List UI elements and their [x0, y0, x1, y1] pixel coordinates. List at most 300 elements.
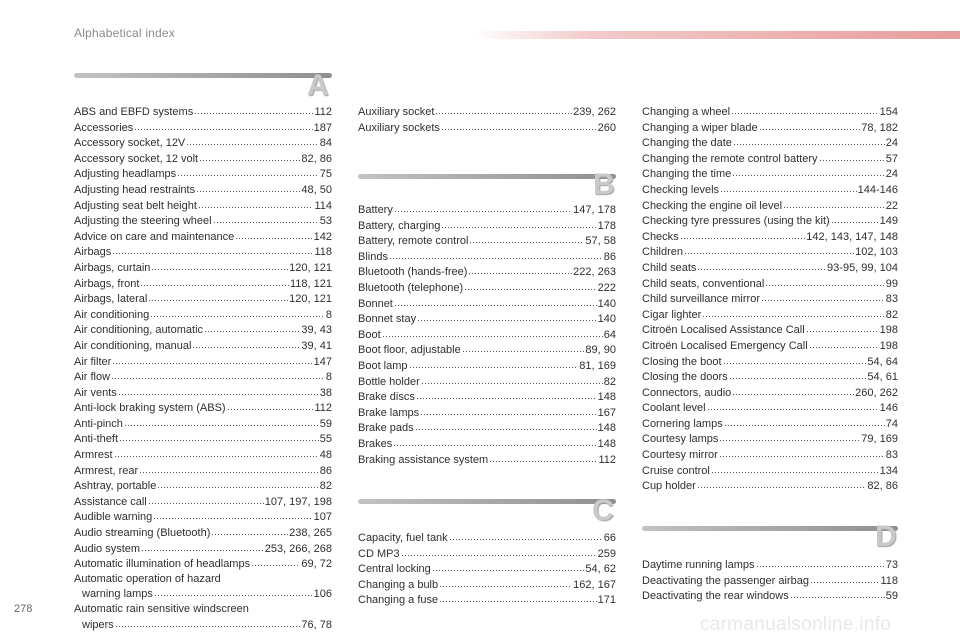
- entry-pages: 149: [879, 215, 898, 228]
- index-entry: [358, 233, 616, 249]
- dot-leader: [213, 213, 319, 224]
- dot-leader: [401, 546, 597, 557]
- index-entry: [74, 385, 332, 401]
- index-entry: [642, 385, 898, 401]
- dot-leader: [783, 198, 885, 209]
- index-entry: [358, 264, 616, 280]
- entry-name-line-2: [74, 617, 332, 633]
- index-entry: [642, 416, 898, 432]
- entry-name: Changing a wheel: [642, 106, 731, 118]
- entry-name: Changing a bulb: [358, 578, 439, 591]
- entry-name: Bonnet: [358, 297, 393, 310]
- dot-leader: [124, 416, 319, 427]
- index-entry: [74, 478, 332, 494]
- entry-pages: 162, 167: [573, 578, 616, 591]
- entry-name: Courtesy mirror: [642, 449, 718, 462]
- index-entry: [74, 135, 332, 151]
- entry-name: Checking levels: [642, 183, 720, 196]
- dot-leader: [790, 588, 885, 599]
- entry-name: ABS and EBFD systems: [74, 106, 194, 118]
- entry-pages: 134: [879, 464, 898, 477]
- section-c-bar: [358, 499, 616, 504]
- section-d-column: [642, 557, 898, 604]
- index-entry: [642, 244, 898, 260]
- dot-leader: [449, 530, 603, 541]
- entry-name-line-2: [74, 586, 332, 602]
- index-entry: [74, 369, 332, 385]
- index-entry: [642, 276, 898, 292]
- dot-leader: [729, 369, 867, 380]
- dot-leader: [389, 249, 603, 260]
- entry-name: Brake pads: [358, 422, 414, 435]
- section-a-column-2: [358, 104, 616, 135]
- entry-pages: 74: [885, 417, 898, 430]
- index-entry: [642, 431, 898, 447]
- dot-leader: [439, 577, 572, 588]
- entry-pages: 146: [879, 402, 898, 415]
- entry-pages: 66: [603, 532, 616, 544]
- entry-name: Braking assistance system: [358, 453, 489, 466]
- index-entry: [358, 104, 616, 120]
- dot-leader: [118, 385, 319, 396]
- index-entry: [74, 198, 332, 214]
- entry-name: Automatic illumination of headlamps: [74, 558, 251, 571]
- dot-leader: [707, 400, 879, 411]
- entry-pages: 147, 178: [573, 204, 616, 216]
- entry-pages: 57: [885, 152, 898, 165]
- dot-leader: [702, 307, 884, 318]
- entry-pages: 48, 50: [301, 183, 332, 196]
- entry-name: Auxiliary sockets: [358, 121, 440, 134]
- entry-name: Changing the remote control battery: [642, 152, 818, 165]
- dot-leader: [177, 166, 319, 177]
- index-entry: [358, 358, 616, 374]
- entry-pages: 140: [597, 297, 616, 310]
- dot-leader: [198, 198, 314, 209]
- section-d-bar: [642, 526, 898, 531]
- index-entry: [358, 389, 616, 405]
- dot-leader: [731, 104, 879, 115]
- dot-leader: [439, 592, 597, 603]
- entry-pages: 198: [879, 339, 898, 352]
- section-c-column-2: [358, 530, 616, 608]
- dot-leader: [114, 447, 319, 458]
- entry-name: Air conditioning, manual: [74, 339, 192, 352]
- entry-name: Deactivating the rear windows: [642, 590, 789, 603]
- dot-leader: [134, 120, 312, 131]
- entry-pages: 86: [603, 250, 616, 263]
- index-entry: [358, 218, 616, 234]
- entry-name: Daytime running lamps: [642, 559, 755, 571]
- entry-name: Courtesy lamps: [642, 433, 719, 446]
- entry-pages: 167: [597, 406, 616, 419]
- index-entry: [358, 546, 616, 562]
- entry-name: Changing the date: [642, 137, 732, 150]
- entry-name: Boot lamp: [358, 359, 408, 372]
- entry-name: Advice on care and maintenance: [74, 230, 235, 243]
- entry-name: Air filter: [74, 355, 112, 368]
- dot-leader: [806, 322, 879, 333]
- index-entry: [642, 478, 898, 494]
- entry-name: Airbags, curtain: [74, 261, 151, 274]
- dot-leader: [153, 509, 312, 520]
- entry-name: Armrest, rear: [74, 464, 139, 477]
- entry-name: Closing the boot: [642, 355, 722, 368]
- dot-leader: [148, 494, 264, 505]
- index-entry: [642, 291, 898, 307]
- dot-leader: [415, 420, 597, 431]
- dot-leader: [227, 400, 314, 411]
- entry-pages: 83: [885, 449, 898, 462]
- index-entry: [358, 592, 616, 608]
- index-entry: [74, 104, 332, 120]
- entry-pages: 260, 262: [855, 386, 898, 399]
- dot-leader: [435, 104, 572, 115]
- index-entry: [358, 311, 616, 327]
- entry-pages: 82: [319, 480, 332, 493]
- dot-leader: [711, 463, 879, 474]
- entry-name: Audio streaming (Bluetooth): [74, 527, 211, 540]
- index-entry: [642, 260, 898, 276]
- entry-pages: 140: [597, 313, 616, 326]
- entry-pages: 239, 262: [573, 106, 616, 118]
- entry-pages: 8: [325, 308, 332, 321]
- entry-name: Air vents: [74, 386, 117, 399]
- dot-leader: [150, 307, 325, 318]
- index-entry: [358, 436, 616, 452]
- index-entry: [642, 573, 898, 589]
- dot-leader: [416, 389, 597, 400]
- index-entry: [74, 260, 332, 276]
- entry-pages: 112: [314, 402, 332, 415]
- entry-name: Checking the engine oil level: [642, 199, 783, 212]
- entry-name: Closing the doors: [642, 371, 728, 384]
- entry-pages: 106: [313, 588, 332, 601]
- dot-leader: [154, 586, 313, 597]
- entry-pages: 222, 263: [573, 266, 616, 279]
- entry-pages: 81, 169: [579, 359, 616, 372]
- entry-pages: 38: [319, 386, 332, 399]
- entry-pages: 54, 61: [867, 371, 898, 384]
- index-entry: [74, 120, 332, 136]
- entry-name: Auxiliary socket: [358, 106, 435, 118]
- entry-name: Cornering lamps: [642, 417, 723, 430]
- index-entry: [358, 530, 616, 546]
- entry-pages: 144-146: [857, 183, 898, 196]
- entry-name: Air flow: [74, 371, 111, 384]
- entry-name: Assistance call: [74, 495, 147, 508]
- index-entry: [358, 327, 616, 343]
- entry-pages: 198: [879, 324, 898, 337]
- entry-pages: 178: [597, 219, 616, 232]
- index-entry: [358, 374, 616, 390]
- dot-leader: [417, 311, 597, 322]
- entry-pages: 259: [597, 547, 616, 560]
- entry-name: Deactivating the passenger airbag: [642, 574, 809, 587]
- index-entry: [642, 229, 898, 245]
- dot-leader: [111, 369, 325, 380]
- index-entry: [74, 354, 332, 370]
- dot-leader: [462, 342, 585, 353]
- dot-leader: [831, 213, 879, 224]
- dot-leader: [759, 120, 861, 131]
- entry-pages: 48: [319, 449, 332, 462]
- section-a-letter: A: [307, 69, 329, 102]
- entry-pages: 238, 265: [289, 527, 332, 540]
- entry-pages: 148: [597, 422, 616, 435]
- index-entry: [74, 276, 332, 292]
- dot-leader: [756, 557, 885, 568]
- entry-name: Bonnet stay: [358, 313, 417, 326]
- entry-pages: 142: [313, 230, 332, 243]
- dot-leader: [724, 416, 885, 427]
- index-entry: [642, 104, 898, 120]
- page-number: 278: [14, 603, 33, 615]
- entry-pages: 39, 43: [301, 324, 332, 337]
- index-entry: [358, 202, 616, 218]
- entry-pages: 59: [319, 417, 332, 430]
- index-entry: [74, 431, 332, 447]
- dot-leader: [684, 244, 854, 255]
- entry-pages: 114: [314, 199, 332, 212]
- entry-pages: 118: [314, 246, 332, 259]
- entry-pages: 64: [603, 328, 616, 341]
- index-entry: [358, 405, 616, 421]
- dot-leader: [468, 264, 572, 275]
- index-entry: [642, 135, 898, 151]
- index-entry: [358, 452, 616, 468]
- entry-pages: 253, 266, 268: [264, 542, 332, 555]
- entry-pages: 86: [319, 464, 332, 477]
- entry-pages: 171: [597, 594, 616, 607]
- entry-name: Coolant level: [642, 402, 706, 415]
- entry-name: Central locking: [358, 563, 431, 576]
- entry-name: Children: [642, 246, 683, 259]
- entry-pages: 93-95, 99, 104: [827, 261, 898, 274]
- index-entry: [358, 577, 616, 593]
- index-entry: [74, 556, 332, 572]
- index-entry: [74, 447, 332, 463]
- section-c-letter: C: [592, 494, 614, 527]
- dot-leader: [819, 151, 885, 162]
- header-decorative-line: [470, 31, 960, 39]
- index-entry: [642, 463, 898, 479]
- index-entry: [74, 494, 332, 510]
- index-entry: [642, 588, 898, 604]
- entry-pages: 54, 62: [585, 563, 616, 576]
- entry-name: Bluetooth (telephone): [358, 281, 464, 294]
- entry-name: warning lamps: [82, 588, 153, 601]
- section-b-bar: [358, 174, 616, 179]
- dot-leader: [469, 233, 584, 244]
- entry-pages: 148: [597, 437, 616, 450]
- dot-leader: [382, 327, 603, 338]
- index-entry: [74, 213, 332, 229]
- index-entry: [74, 338, 332, 354]
- entry-name: Cruise control: [642, 464, 710, 477]
- entry-pages: 222: [597, 281, 616, 294]
- dot-leader: [719, 431, 860, 442]
- header-title: Alphabetical index: [74, 26, 176, 40]
- index-entry: [642, 400, 898, 416]
- dot-leader: [441, 218, 596, 229]
- index-entry: [642, 120, 898, 136]
- index-entry: [358, 249, 616, 265]
- entry-name: Boot floor, adjustable: [358, 344, 461, 357]
- entry-name: Anti-lock braking system (ABS): [74, 402, 226, 415]
- entry-pages: 118, 121: [289, 277, 332, 290]
- entry-name: Audio system: [74, 542, 141, 555]
- dot-leader: [199, 151, 300, 162]
- entry-pages: 54, 64: [867, 355, 898, 368]
- entry-name: Checking tyre pressures (using the kit): [642, 215, 830, 228]
- entry-pages: 69, 72: [301, 558, 332, 571]
- entry-pages: 260: [597, 121, 616, 134]
- dot-leader: [720, 182, 857, 193]
- index-entry: [642, 151, 898, 167]
- entry-name-line-1: Automatic operation of hazard: [74, 572, 221, 585]
- entry-name: Anti-pinch: [74, 417, 123, 430]
- entry-name: Adjusting the steering wheel: [74, 215, 212, 228]
- dot-leader: [196, 182, 300, 193]
- dot-leader: [194, 104, 313, 115]
- dot-leader: [139, 463, 319, 474]
- entry-name: Child surveillance mirror: [642, 293, 760, 306]
- entry-pages: 187: [313, 121, 332, 134]
- entry-name: Air conditioning, automatic: [74, 324, 204, 337]
- dot-leader: [393, 436, 596, 447]
- entry-name: Changing the time: [642, 168, 732, 181]
- dot-leader: [723, 354, 867, 365]
- index-entry: [74, 291, 332, 307]
- entry-name: Bottle holder: [358, 375, 420, 388]
- entry-pages: 147: [313, 355, 332, 368]
- dot-leader: [680, 229, 806, 240]
- entry-name: Changing a wiper blade: [642, 121, 758, 134]
- entry-name: Accessory socket, 12 volt: [74, 152, 199, 165]
- watermark: carmanualsonline.info: [700, 614, 892, 635]
- entry-pages: 76, 78: [301, 618, 332, 631]
- dot-leader: [441, 120, 597, 131]
- dot-leader: [211, 525, 288, 536]
- entry-name: Cigar lighter: [642, 308, 702, 321]
- entry-pages: 120, 121: [289, 261, 332, 274]
- entry-pages: 82: [885, 308, 898, 321]
- dot-leader: [733, 135, 885, 146]
- index-entry: [642, 338, 898, 354]
- entry-pages: 8: [325, 371, 332, 384]
- entry-pages: 59: [885, 590, 898, 603]
- entry-name: Airbags: [74, 246, 112, 259]
- entry-name: Brake lamps: [358, 406, 420, 419]
- entry-pages: 84: [319, 137, 332, 150]
- dot-leader: [761, 291, 885, 302]
- dot-leader: [151, 260, 288, 271]
- entry-name: Adjusting head restraints: [74, 183, 196, 196]
- entry-name: Brakes: [358, 437, 393, 450]
- section-d-letter: D: [875, 520, 897, 553]
- index-entry: [642, 307, 898, 323]
- dot-leader: [186, 135, 318, 146]
- dot-leader: [697, 260, 826, 271]
- entry-name: Adjusting headlamps: [74, 168, 177, 181]
- entry-pages: 82, 86: [301, 152, 332, 165]
- entry-name: Connectors, audio: [642, 386, 732, 399]
- dot-leader: [394, 202, 572, 213]
- dot-leader: [394, 296, 597, 307]
- index-entry: [358, 342, 616, 358]
- entry-pages: 107, 197, 198: [264, 495, 332, 508]
- entry-pages: 24: [885, 168, 898, 181]
- entry-name: Battery, remote control: [358, 235, 469, 248]
- section-a-column-1: [74, 104, 332, 632]
- dot-leader: [489, 452, 597, 463]
- entry-name: Anti-theft: [74, 433, 119, 446]
- entry-name: Child seats: [642, 261, 697, 274]
- entry-pages: 120, 121: [289, 293, 332, 306]
- entry-pages: 82: [603, 375, 616, 388]
- entry-pages: 148: [597, 391, 616, 404]
- entry-pages: 79, 169: [861, 433, 898, 446]
- entry-name-line-1: Automatic rain sensitive windscreen: [74, 603, 249, 615]
- entry-pages: 154: [879, 106, 898, 118]
- dot-leader: [732, 166, 884, 177]
- index-entry: [74, 416, 332, 432]
- entry-name: Capacity, fuel tank: [358, 532, 448, 544]
- dot-leader: [119, 431, 319, 442]
- dot-leader: [251, 556, 300, 567]
- entry-pages: 24: [885, 137, 898, 150]
- index-entry: [74, 463, 332, 479]
- entry-name: Accessory socket, 12V: [74, 137, 186, 150]
- index-entry: [74, 400, 332, 416]
- dot-leader: [420, 405, 597, 416]
- index-entry-multiline: [74, 602, 332, 632]
- dot-leader: [697, 478, 867, 489]
- dot-leader: [765, 276, 884, 287]
- entry-name: Citroën Localised Emergency Call: [642, 339, 808, 352]
- entry-name: Air conditioning: [74, 308, 150, 321]
- dot-leader: [112, 244, 313, 255]
- dot-leader: [140, 276, 289, 287]
- index-entry: [74, 151, 332, 167]
- index-entry: [642, 369, 898, 385]
- entry-name: Airbags, lateral: [74, 293, 148, 306]
- index-entry: [642, 213, 898, 229]
- section-a-bar: [74, 73, 332, 78]
- dot-leader: [235, 229, 312, 240]
- entry-pages: 107: [313, 511, 332, 524]
- index-entry: [74, 322, 332, 338]
- index-entry: [74, 541, 332, 557]
- entry-pages: 53: [319, 215, 332, 228]
- index-entry: [358, 296, 616, 312]
- entry-pages: 142, 143, 147, 148: [806, 230, 898, 243]
- entry-pages: 112: [314, 106, 332, 118]
- index-entry: [74, 307, 332, 323]
- index-entry: [642, 447, 898, 463]
- dot-leader: [464, 280, 596, 291]
- entry-name: Battery: [358, 204, 393, 216]
- index-entry: [74, 525, 332, 541]
- index-entry: [358, 120, 616, 136]
- index-entry: [642, 354, 898, 370]
- dot-leader: [112, 354, 312, 365]
- entry-name: Child seats, conventional: [642, 277, 765, 290]
- entry-name: Changing a fuse: [358, 594, 439, 607]
- entry-name: Citroën Localised Assistance Call: [642, 324, 805, 337]
- section-b-column: [358, 202, 616, 467]
